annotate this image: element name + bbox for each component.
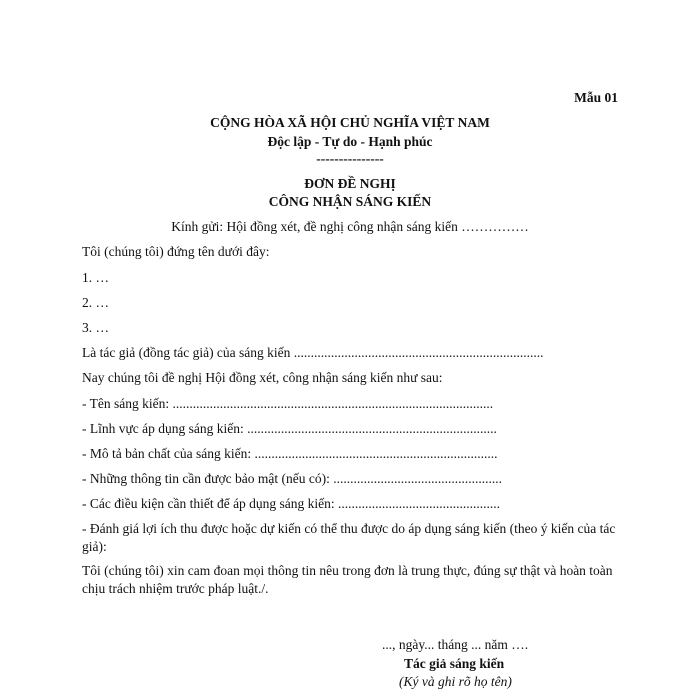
- declaration: Tôi (chúng tôi) xin cam đoan mọi thông tin nêu trong đơn là trung thực, đúng sự thật và hoàn toàn chịu trách nhiệm trước pháp luật./.: [82, 563, 613, 596]
- form-code: Mẫu 01: [574, 90, 618, 105]
- intro-line: Tôi (chúng tôi) đứng tên dưới đây:: [82, 244, 270, 259]
- document-title: ĐƠN ĐỀ NGHỊ: [304, 176, 396, 191]
- member-item: 1. …: [82, 270, 109, 285]
- field-invention-name: - Tên sáng kiến: ...............................................................................................: [82, 396, 494, 411]
- document-subtitle: CÔNG NHẬN SÁNG KIẾN: [268, 194, 432, 209]
- national-title: CỘNG HÒA XÃ HỘI CHỦ NGHĨA VIỆT NAM: [210, 115, 490, 130]
- national-motto: Độc lập - Tự do - Hạnh phúc: [267, 134, 433, 149]
- member-item: 2. …: [82, 295, 109, 310]
- field-confidential-info: - Những thông tin cần được bảo mật (nếu có): ..................................................: [82, 471, 502, 486]
- field-description: - Mô tả bản chất của sáng kiến: ........................................................................: [82, 446, 498, 461]
- signature-date: ..., ngày... tháng ... năm ….: [382, 637, 529, 652]
- recipient-line: Kính gửi: Hội đồng xét, đề nghị công nhận sáng kiến ……………: [171, 219, 529, 234]
- header-divider: ---------------: [316, 151, 384, 166]
- author-line: Là tác giả (đồng tác giả) của sáng kiến ..........................................................................: [82, 345, 544, 360]
- signature-note: (Ký và ghi rõ họ tên): [399, 674, 512, 689]
- signature-signer: Tác giả sáng kiến: [404, 656, 505, 671]
- field-conditions: - Các điều kiện cần thiết để áp dụng sáng kiến: ................................................: [82, 496, 501, 511]
- member-item: 3. …: [82, 320, 109, 335]
- benefit-line: - Đánh giá lợi ích thu được hoặc dự kiến có thể thu được do áp dụng sáng kiến (theo ý kiến của tác giả):: [82, 521, 616, 554]
- field-application-area: - Lĩnh vực áp dụng sáng kiến: ..........................................................................: [82, 421, 497, 436]
- request-line: Nay chúng tôi đề nghị Hội đồng xét, công nhận sáng kiến như sau:: [82, 370, 443, 385]
